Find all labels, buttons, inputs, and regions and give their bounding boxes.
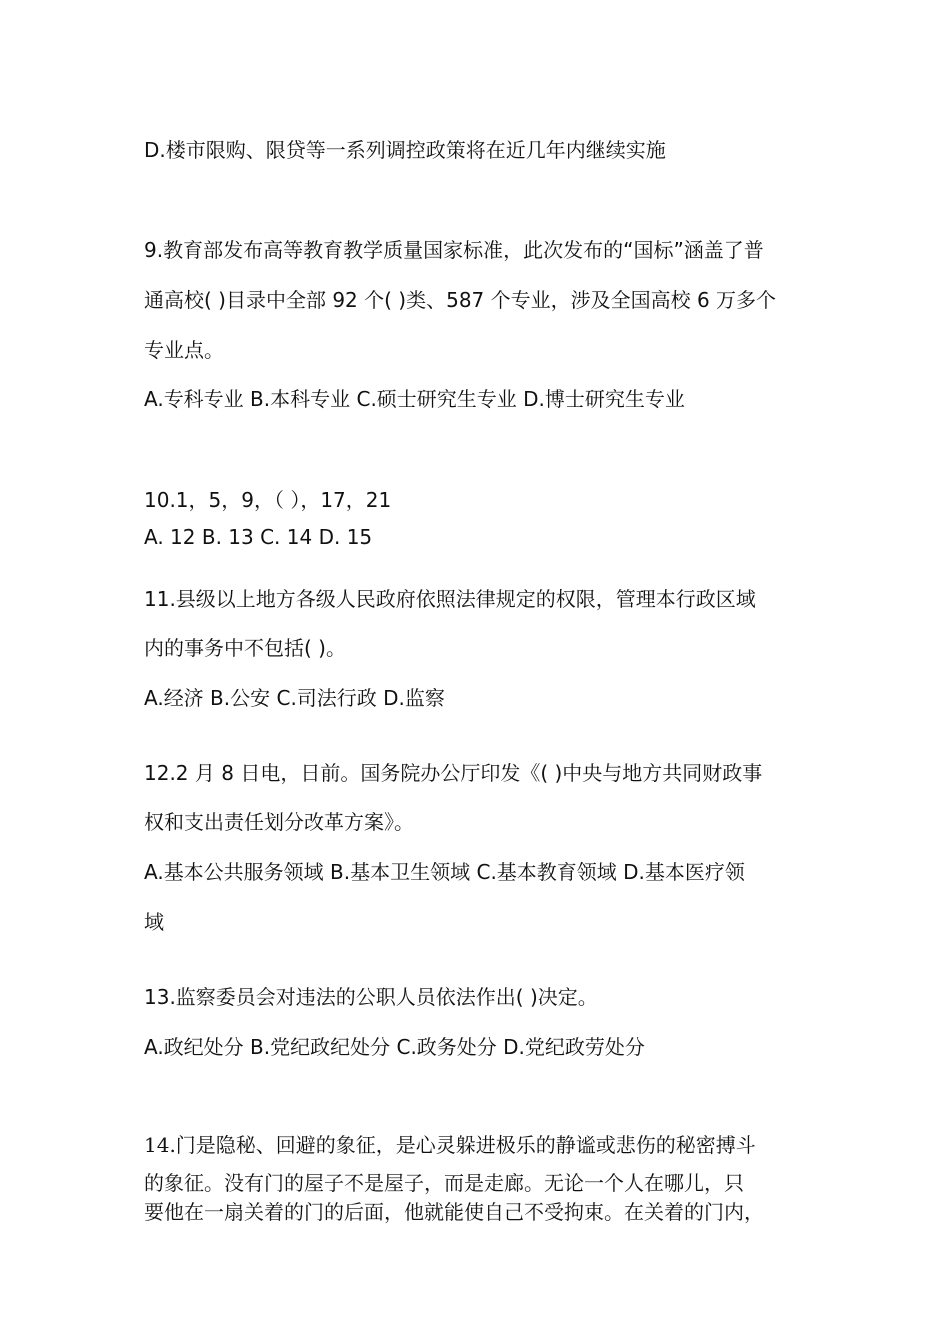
q9-stem-line-2: 通高校( )目录中全部 92 个( )类、587 个专业，涉及全国高校 6 万多个 (144, 288, 777, 312)
q11-stem-line-1: 11.县级以上地方各级人民政府依照法律规定的权限，管理本行政区域 (144, 587, 756, 611)
q10-stem: 10.1，5，9，（ ），17，21 (144, 488, 392, 512)
q13-stem: 13.监察委员会对违法的公职人员依法作出( )决定。 (144, 985, 598, 1009)
q12-options-line-2: 域 (144, 910, 164, 934)
q14-line-2: 的象征。没有门的屋子不是屋子，而是走廊。无论一个人在哪儿，只 (144, 1171, 744, 1195)
q8-option-d: D.楼市限购、限贷等一系列调控政策将在近几年内继续实施 (144, 138, 666, 162)
q12-options-line-1: A.基本公共服务领域 B.基本卫生领域 C.基本教育领域 D.基本医疗领 (144, 860, 745, 884)
q12-stem-line-1: 12.2 月 8 日电，日前。国务院办公厅印发《( )中央与地方共同财政事 (144, 761, 763, 785)
q14-line-3: 要他在一扇关着的门的后面，他就能使自己不受拘束。在关着的门内， (144, 1200, 764, 1224)
q13-options: A.政纪处分 B.党纪政纪处分 C.政务处分 D.党纪政劳处分 (144, 1035, 645, 1059)
q9-stem-line-1: 9.教育部发布高等教育教学质量国家标准，此次发布的“国标”涵盖了普 (144, 238, 764, 262)
q11-stem-line-2: 内的事务中不包括( )。 (144, 636, 346, 660)
q11-options: A.经济 B.公安 C.司法行政 D.监察 (144, 686, 445, 710)
q9-stem-line-3: 专业点。 (144, 338, 224, 362)
q12-stem-line-2: 权和支出责任划分改革方案》。 (144, 810, 414, 834)
q14-line-1: 14.门是隐秘、回避的象征，是心灵躲进极乐的静谧或悲伤的秘密搏斗 (144, 1133, 756, 1157)
q9-options: A.专科专业 B.本科专业 C.硕士研究生专业 D.博士研究生专业 (144, 387, 685, 411)
q10-options: A. 12 B. 13 C. 14 D. 15 (144, 525, 373, 549)
